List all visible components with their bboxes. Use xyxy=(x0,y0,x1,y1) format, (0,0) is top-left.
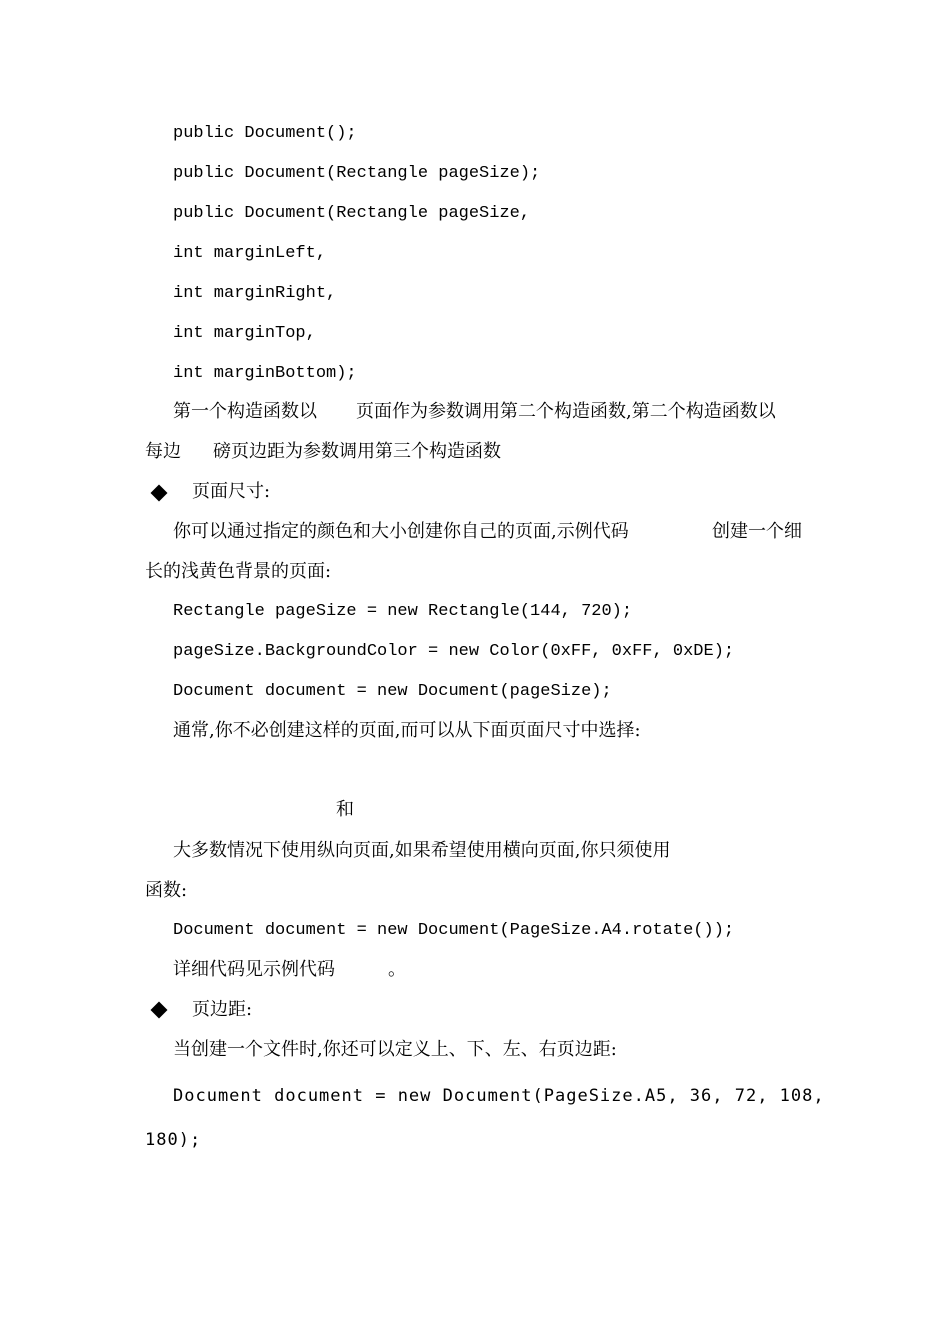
code-line: Document document = new Document(PageSize.A4.rotate()); xyxy=(173,921,735,940)
diamond-bullet-icon xyxy=(151,485,168,502)
code-line: pageSize.BackgroundColor = new Color(0xFF, 0xFF, 0xDE); xyxy=(173,642,735,661)
section-heading: 页面尺寸: xyxy=(192,481,271,502)
paragraph-text: 和 xyxy=(336,799,354,820)
code-line: Document document = new Document(PageSize.A5, 36, 72, 108, xyxy=(173,1086,825,1106)
paragraph-text: 你可以通过指定的颜色和大小创建你自己的页面,示例代码 xyxy=(173,521,629,542)
code-line: int marginBottom); xyxy=(173,364,357,383)
code-line: Document document = new Document(pageSize); xyxy=(173,682,612,701)
paragraph-text: 创建一个细 xyxy=(712,521,802,542)
paragraph-text: 。 xyxy=(388,959,406,980)
paragraph-text: 磅页边距为参数调用第三个构造函数 xyxy=(213,441,501,462)
code-line: public Document(); xyxy=(173,124,357,143)
section-heading: 页边距: xyxy=(192,999,253,1020)
paragraph-text: 通常,你不必创建这样的页面,而可以从下面页面尺寸中选择: xyxy=(173,720,641,741)
paragraph-text: 大多数情况下使用纵向页面,如果希望使用横向页面,你只须使用 xyxy=(173,840,671,861)
code-line: 180); xyxy=(145,1130,202,1150)
code-line: public Document(Rectangle pageSize); xyxy=(173,164,541,183)
code-line: int marginLeft, xyxy=(173,244,327,263)
paragraph-text: 当创建一个文件时,你还可以定义上、下、左、右页边距: xyxy=(173,1039,617,1060)
code-line: int marginTop, xyxy=(173,324,316,343)
paragraph-text: 第一个构造函数以 xyxy=(173,401,317,422)
paragraph-text: 每边 xyxy=(145,441,181,462)
diamond-bullet-icon xyxy=(151,1002,168,1019)
paragraph-text: 函数: xyxy=(145,880,188,901)
paragraph-text: 长的浅黄色背景的页面: xyxy=(145,561,332,582)
code-line: int marginRight, xyxy=(173,284,337,303)
paragraph-text: 页面作为参数调用第二个构造函数,第二个构造函数以 xyxy=(356,401,776,422)
paragraph-text: 详细代码见示例代码 xyxy=(173,959,335,980)
code-line: Rectangle pageSize = new Rectangle(144, 720); xyxy=(173,602,633,621)
code-line: public Document(Rectangle pageSize, xyxy=(173,204,531,223)
